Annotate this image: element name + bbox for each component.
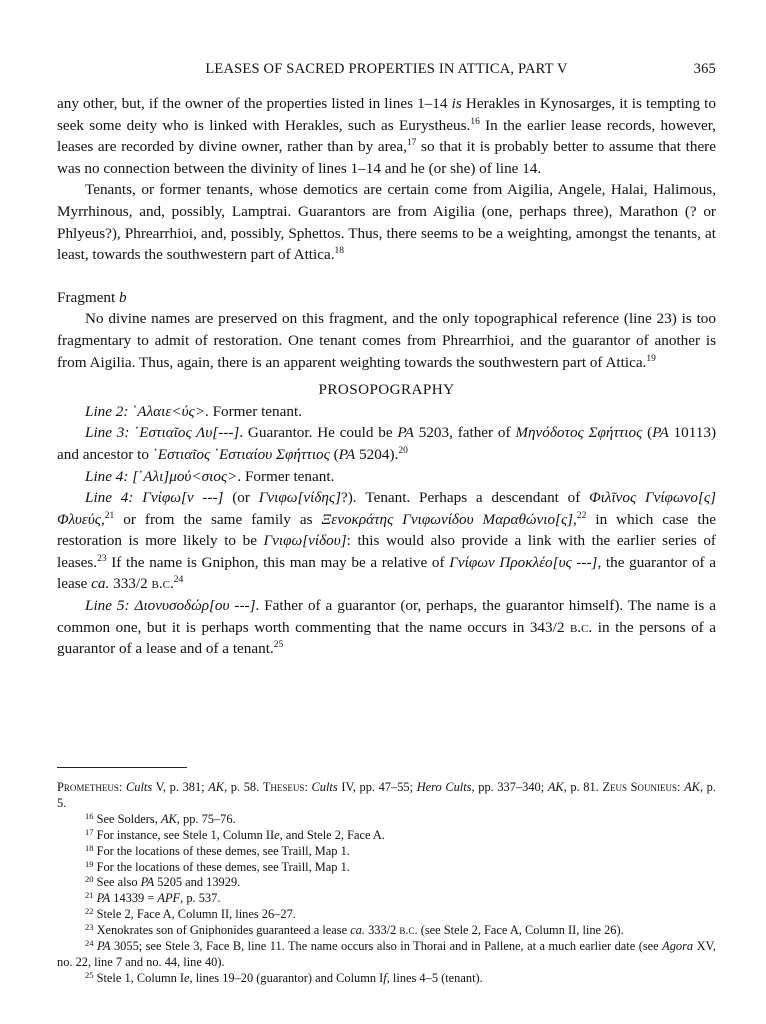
line-label: Line 2: bbox=[85, 402, 129, 420]
footnote-number: 18 bbox=[85, 842, 94, 853]
text-run: 5203, father of bbox=[413, 424, 516, 442]
deity-name: Prometheus bbox=[57, 780, 119, 794]
text-run: For instance, see Stele 1, Column II bbox=[93, 827, 275, 842]
footnote-ref: 18 bbox=[334, 246, 345, 257]
page-number: 365 bbox=[693, 61, 716, 77]
deity-name: Zeus Sounieus bbox=[602, 780, 678, 794]
column-letter: e bbox=[184, 970, 190, 985]
text-run: 5205 and 13929. bbox=[154, 875, 241, 890]
text-run: , pp. 75–76. bbox=[176, 811, 236, 826]
fragment-heading bbox=[57, 287, 716, 309]
greek-name: Γνίφω[ν ---] bbox=[133, 489, 224, 507]
text-run: Stele 2, Face A, Column II, lines 26–27. bbox=[93, 907, 296, 922]
text-run: : this would also provide a link with the earlier series of leases. bbox=[57, 532, 716, 571]
running-head bbox=[57, 61, 716, 81]
abbrev: AK bbox=[547, 780, 564, 794]
abbrev: PA bbox=[652, 424, 669, 442]
text-run: in which case the restoration is more likely to be bbox=[57, 510, 716, 550]
line-label: Line 3: bbox=[85, 424, 130, 442]
greek-name: ῾Εστιαῖος ῾Εστιαίου Σφήττιος bbox=[152, 445, 330, 463]
text-run: 333/2 bbox=[109, 575, 152, 593]
text-run: , p. 81. bbox=[563, 780, 603, 794]
footnote-number: 23 bbox=[85, 922, 94, 933]
text-run: , lines 4–5 (tenant). bbox=[386, 970, 483, 985]
footnote-number: 21 bbox=[85, 890, 94, 901]
text-run: so that it is probably better to assume that there was no connection between the divinity of lines 1–14 and he (or she) of line 14. bbox=[57, 138, 716, 177]
greek-name: Διονυσοδώρ[ου ---] bbox=[129, 597, 256, 615]
text-run: See also bbox=[93, 875, 141, 890]
greek-name: Γνιφω[νίδου] bbox=[263, 532, 347, 550]
text-run: : bbox=[304, 780, 312, 794]
footnote-ref: 21 bbox=[104, 510, 115, 521]
text-run: , the guarantor of a lease bbox=[57, 553, 716, 593]
footnote-17 bbox=[57, 828, 716, 844]
abbrev: PA bbox=[96, 939, 111, 954]
text-run: Herakles in Kynosarges, it is tempting to seek some deity who is linked with Herakles, such as Eurystheus. bbox=[57, 95, 716, 134]
text-run: (or bbox=[223, 489, 259, 507]
footnote-number: 20 bbox=[85, 874, 94, 885]
footnote-ref: 16 bbox=[470, 116, 480, 127]
deity-name: Theseus bbox=[262, 780, 305, 794]
text-run: , p. 58. bbox=[224, 780, 263, 794]
text-run: For the locations of these demes, see Traill, Map 1. bbox=[93, 859, 350, 874]
text-run: See Solders, bbox=[93, 811, 161, 826]
footnotes bbox=[57, 767, 716, 987]
text-run: Xenokrates son of Gniphonides guaranteed a lease bbox=[93, 923, 351, 938]
line-label: Line 4: bbox=[85, 467, 129, 485]
footnote-20 bbox=[57, 875, 716, 891]
entry-line-5 bbox=[57, 595, 716, 660]
abbrev: PA bbox=[397, 424, 414, 442]
text-run: . Former tenant. bbox=[237, 467, 335, 485]
footnote-ref: 24 bbox=[173, 575, 184, 586]
footnote-ref: 20 bbox=[398, 445, 408, 456]
greek-name: Μηνόδοτος Σφήττιος bbox=[515, 424, 643, 442]
greek-name: Γνιφω[νίδης] bbox=[258, 489, 341, 507]
greek-name: Ξενοκράτης Γνιφωνίδου Μαραθώνιο[ς] bbox=[321, 510, 574, 528]
footnote-ref: 25 bbox=[273, 640, 284, 651]
entry-line-2 bbox=[57, 401, 716, 423]
abbrev: APF bbox=[157, 891, 181, 906]
entry-line-4a bbox=[57, 466, 716, 488]
abbrev: AK bbox=[160, 811, 177, 826]
paragraph-fragment-b bbox=[57, 308, 716, 373]
line-label: Line 5: bbox=[85, 597, 130, 615]
footnote-number: 25 bbox=[85, 969, 94, 980]
section-heading: PROSOPOGRAPHY bbox=[318, 381, 455, 399]
greek-name: ῾Αλαιε<ύς> bbox=[128, 402, 205, 420]
footnote-number: 19 bbox=[85, 858, 94, 869]
text-run: ( bbox=[329, 445, 339, 463]
text-run: , and Stele 2, Face A. bbox=[279, 827, 385, 842]
text-run: ?). Tenant. Perhaps a descendant of bbox=[340, 489, 590, 507]
abbrev: PA bbox=[338, 445, 356, 463]
text-run: , bbox=[573, 510, 577, 528]
text-run: ( bbox=[642, 424, 653, 442]
footnote-ref: 19 bbox=[646, 353, 656, 364]
abbrev: AK bbox=[684, 780, 700, 794]
text-run: 3055; see Stele 3, Face B, line 11. The name occurs also in Thorai and in Pallene, at a much earlier date (see bbox=[110, 939, 663, 954]
fragment-letter: b bbox=[119, 288, 127, 306]
footnote-block bbox=[57, 767, 716, 987]
text-run: or from the same family as bbox=[114, 510, 322, 528]
text-run: : bbox=[677, 780, 685, 794]
greek-name: Φιλῖνος Γνίφωνο[ς] Φλυεύς bbox=[57, 489, 716, 528]
text-run: Tenants, or former tenants, whose demotics are certain come from Aigilia, Angele, Halai, Halimous, Myrrhinous, and, possibly, Lamptrai. Guarantors are from Aigilia (one, perhaps three), Marathon (? or Phlyeus?), Phrearrhioi, and, possibly, Sphettos. Thus, there seems to be a weighting, amongst the tenants, at least, towards the southwestern part of Attica. bbox=[57, 181, 716, 264]
text-run: in the persons of a guarantor of a lease and of a tenant. bbox=[57, 618, 716, 658]
text-run: any other, but, if the owner of the properties listed in lines 1–14 bbox=[57, 95, 452, 112]
text-run: , pp. 337–340; bbox=[471, 780, 548, 794]
text-run: V, p. 381; bbox=[152, 780, 209, 794]
footnote-ref: 17 bbox=[406, 138, 417, 149]
column-letter: f bbox=[383, 970, 387, 985]
footnote-16 bbox=[57, 812, 716, 828]
text-run: , p. 537. bbox=[180, 891, 221, 906]
footnote-24 bbox=[57, 939, 716, 971]
footnote-intro bbox=[57, 780, 716, 812]
abbrev: PA bbox=[96, 891, 111, 906]
line-label: Line 4: bbox=[85, 489, 134, 507]
entry-line-3 bbox=[57, 422, 716, 465]
footnote-23 bbox=[57, 923, 716, 939]
footnote-19 bbox=[57, 860, 716, 876]
greek-name: Γνίφων Προκλέο[υς ---] bbox=[449, 553, 598, 571]
footnote-22 bbox=[57, 907, 716, 923]
text-run: In the earlier lease records, however, leases are recorded by divine owner, rather than by area, bbox=[57, 116, 716, 156]
body-text bbox=[57, 93, 716, 660]
running-title: LEASES OF SACRED PROPERTIES IN ATTICA, PART V bbox=[205, 61, 568, 77]
abbrev: ca. bbox=[91, 575, 110, 593]
text-run: IV, pp. 47–55; bbox=[337, 780, 417, 794]
text-run: : bbox=[118, 780, 126, 794]
text-run: XV, no. 22, line 7 and no. 44, line 40). bbox=[57, 939, 716, 969]
text-run: 10113) and ancestor to bbox=[57, 424, 716, 463]
greek-name: [῾Αλι]μού<σιος> bbox=[128, 467, 238, 485]
era-abbrev: b.c. bbox=[569, 618, 593, 636]
text-run: For the locations of these demes, see Traill, Map 1. bbox=[93, 843, 350, 858]
text-run: If the name is Gniphon, this man may be a relative of bbox=[106, 553, 450, 571]
text-run: , p. 5. bbox=[57, 780, 716, 810]
abbrev: ca. bbox=[350, 923, 365, 938]
footnote-number: 22 bbox=[85, 906, 94, 917]
footnote-number: 24 bbox=[85, 938, 94, 949]
emphasis: is bbox=[451, 95, 462, 112]
abbrev: Agora bbox=[662, 939, 694, 954]
text-run: 5204). bbox=[355, 445, 399, 463]
fragment-label: Fragment bbox=[57, 288, 120, 306]
abbrev: Cults bbox=[125, 780, 153, 794]
footnote-21 bbox=[57, 891, 716, 907]
text-run: 333/2 bbox=[364, 923, 400, 938]
footnote-ref: 23 bbox=[97, 553, 107, 564]
footnote-25 bbox=[57, 971, 716, 987]
text-run: No divine names are preserved on this fragment, and the only topographical reference (line 23) is too fragmentary to admit of restoration. One tenant comes from Phrearrhioi, and the guarantor of another is from Aigilia. Thus, again, there is an apparent weighting towards the southwestern part of Attica. bbox=[57, 310, 716, 371]
paragraph-continuation bbox=[57, 93, 716, 179]
text-run: , bbox=[100, 510, 105, 528]
column-letter: e bbox=[274, 827, 280, 842]
abbrev: AK bbox=[208, 780, 225, 794]
era-abbrev: b.c. bbox=[151, 575, 174, 593]
text-run: . Former tenant. bbox=[204, 402, 302, 420]
text-run: . Guarantor. He could be bbox=[239, 424, 398, 442]
paragraph-tenants bbox=[57, 179, 716, 265]
text-run: 14339 = bbox=[110, 891, 158, 906]
text-run: Stele 1, Column I bbox=[93, 970, 185, 985]
text-run: (see Stele 2, Face A, Column II, line 26). bbox=[417, 923, 624, 938]
abbrev: Cults bbox=[311, 780, 338, 794]
footnote-number: 17 bbox=[85, 826, 94, 837]
footnote-18 bbox=[57, 844, 716, 860]
abbrev: Hero Cults bbox=[416, 780, 472, 794]
greek-name: ῾Εστιαῖος Λυ[---] bbox=[129, 424, 240, 442]
footnote-rule bbox=[57, 767, 187, 768]
text-run: , lines 19–20 (guarantor) and Column I bbox=[189, 970, 384, 985]
footnote-ref: 22 bbox=[576, 510, 587, 521]
text-run: . Father of a guarantor (or, perhaps, the guarantor himself). The name is a common one, but it is perhaps worth commenting that the name occurs in 343/2 bbox=[57, 597, 717, 636]
abbrev: PA bbox=[140, 875, 155, 890]
entry-line-4b bbox=[57, 487, 716, 595]
spacer bbox=[57, 266, 716, 287]
era-abbrev: b.c. bbox=[399, 923, 418, 938]
footnote-number: 16 bbox=[85, 810, 94, 821]
